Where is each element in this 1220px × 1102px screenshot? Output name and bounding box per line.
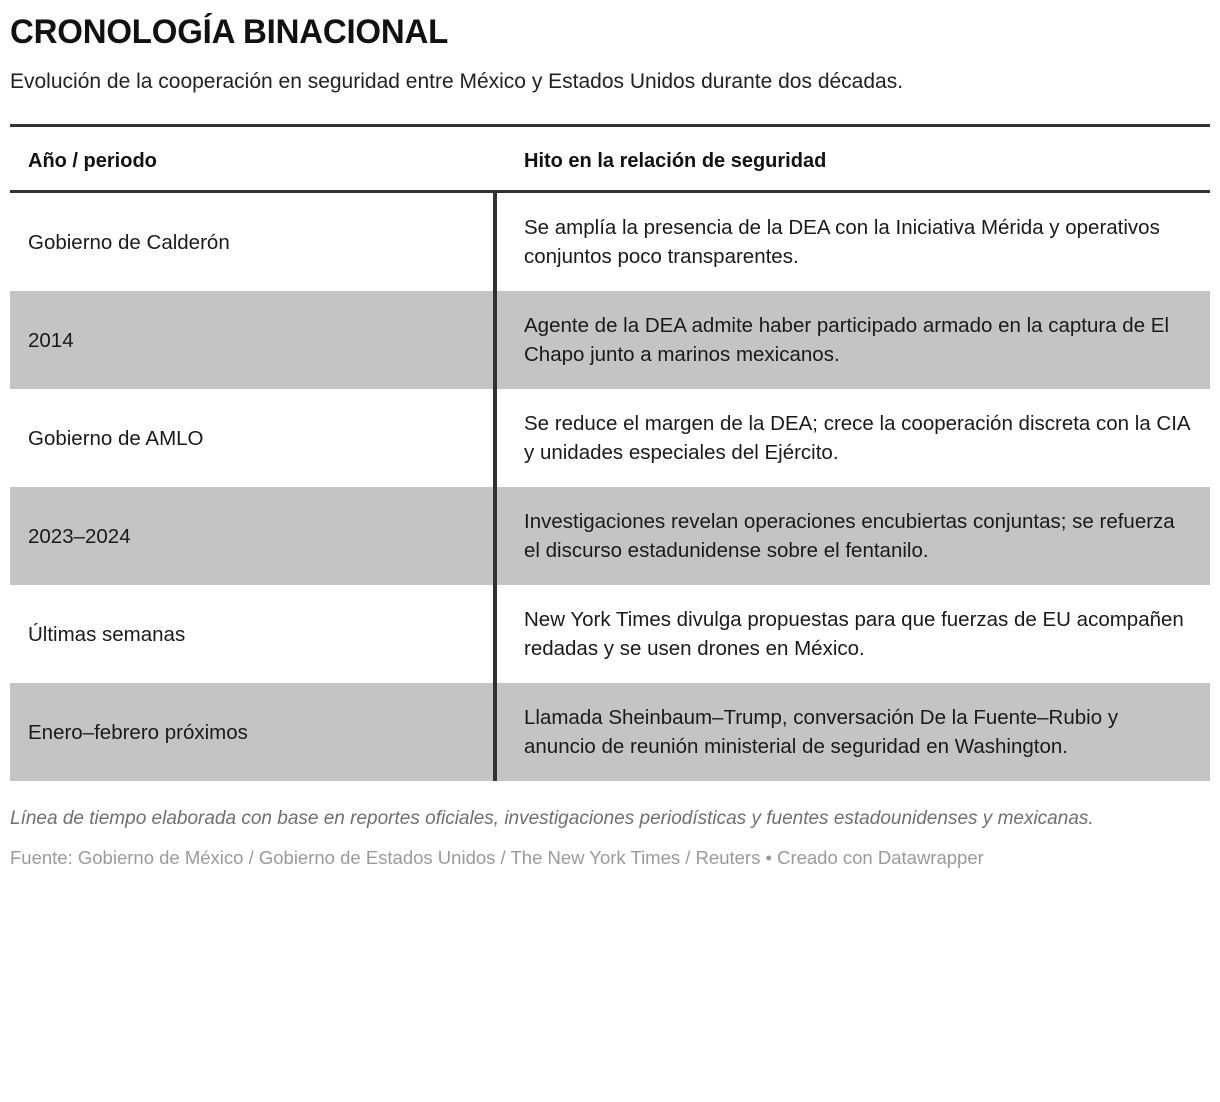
page-title: CRONOLOGÍA BINACIONAL bbox=[10, 13, 449, 51]
table-row bbox=[10, 291, 1210, 389]
table-row bbox=[10, 585, 1210, 683]
cell-year: Últimas semanas bbox=[28, 622, 186, 646]
table-row bbox=[10, 487, 1210, 585]
cell-event: New York Times divulga propuestas para que fuerzas de EU acompañen redadas y se usen drones en México. bbox=[524, 608, 1184, 660]
source-line: Fuente: Gobierno de México / Gobierno de Estados Unidos / The New York Times / Reuters • Creado con Datawrapper bbox=[10, 847, 984, 868]
cell-event: Agente de la DEA admite haber participado armado en la captura de El Chapo junto a marinos mexicanos. bbox=[494, 291, 1210, 389]
table-body bbox=[10, 192, 1210, 782]
table-row bbox=[10, 683, 1210, 781]
table-header bbox=[10, 126, 1210, 192]
table-row bbox=[10, 389, 1210, 487]
page-subtitle: Evolución de la cooperación en seguridad entre México y Estados Unidos durante dos décadas. bbox=[10, 70, 904, 93]
cell-year: Gobierno de AMLO bbox=[28, 426, 204, 450]
table-header-row bbox=[10, 126, 1210, 192]
column-header-year: Año / periodo bbox=[10, 126, 494, 192]
table-row bbox=[10, 192, 1210, 292]
cell-year: 2023–2024 bbox=[10, 487, 494, 585]
cell-year: Gobierno de Calderón bbox=[28, 230, 230, 254]
timeline-table bbox=[10, 124, 1210, 781]
cell-event: Se reduce el margen de la DEA; crece la cooperación discreta con la CIA y unidades especiales del Ejército. bbox=[524, 412, 1190, 464]
column-header-event: Hito en la relación de seguridad bbox=[494, 126, 1210, 192]
cell-event: Se amplía la presencia de la DEA con la Iniciativa Mérida y operativos conjuntos poco transparentes. bbox=[524, 216, 1160, 268]
cell-event: Investigaciones revelan operaciones encubiertas conjuntas; se refuerza el discurso estadunidense sobre el fentanilo. bbox=[494, 487, 1210, 585]
cell-event: Llamada Sheinbaum–Trump, conversación De la Fuente–Rubio y anuncio de reunión ministerial de seguridad en Washington. bbox=[494, 683, 1210, 781]
cell-year: Enero–febrero próximos bbox=[10, 683, 494, 781]
footnote: Línea de tiempo elaborada con base en reportes oficiales, investigaciones periodísticas y fuentes estadounidenses y mexicanas. bbox=[10, 808, 1094, 829]
cell-year: 2014 bbox=[10, 291, 494, 389]
column-divider bbox=[493, 192, 497, 782]
timeline-table-wrapper bbox=[10, 124, 1210, 781]
